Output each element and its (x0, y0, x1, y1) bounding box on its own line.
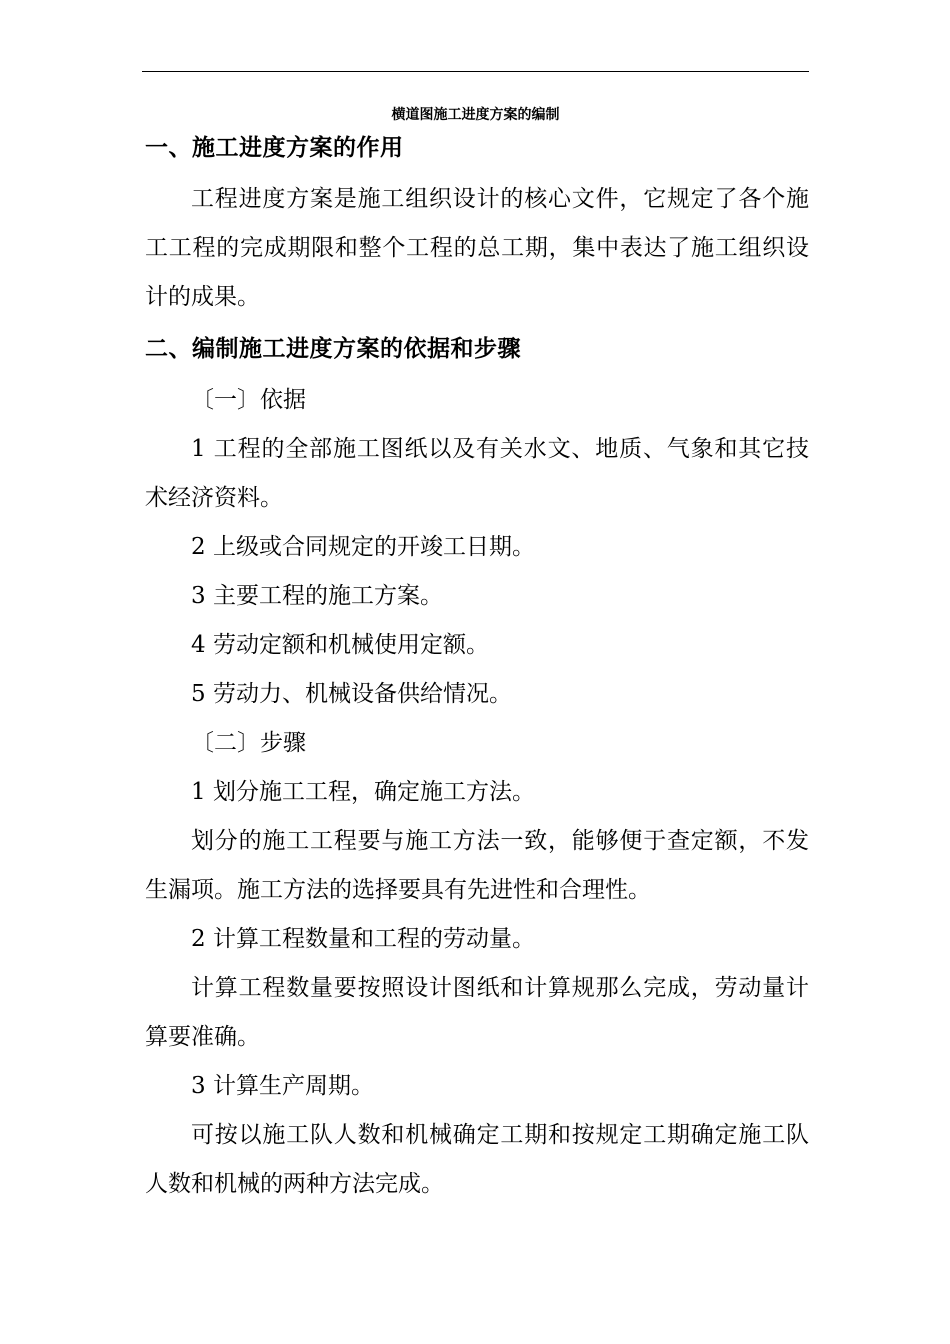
step-item: 1 划分施工工程，确定施工方法。 (191, 779, 535, 805)
subsection-heading-steps: 〔二〕步骤 (191, 730, 306, 756)
basis-item: 3 主要工程的施工方案。 (191, 583, 443, 609)
document-title: 横道图施工进度方案的编制 (391, 107, 560, 123)
document-body (145, 124, 809, 1209)
subsection-heading-basis: 〔一〕依据 (191, 387, 306, 413)
basis-item: 2 上级或合同规定的开竣工日期。 (191, 534, 535, 560)
step-item: 3 计算生产周期。 (191, 1073, 374, 1099)
section-heading-1: 一、施工进度方案的作用 (145, 135, 404, 161)
basis-item: 4 劳动定额和机械使用定额。 (191, 632, 489, 658)
paragraph: 工程进度方案是施工组织设计的核心文件，它规定了各个施工工程的完成期限和整个工程的总工期，集中表达了施工组织设计的成果。 (145, 186, 809, 310)
basis-item: 1 工程的全部施工图纸以及有关水文、地质、气象和其它技术经济资料。 (145, 436, 809, 511)
basis-item: 5 劳动力、机械设备供给情况。 (191, 681, 512, 707)
header-rule (142, 71, 809, 72)
section-heading-2: 二、编制施工进度方案的依据和步骤 (145, 336, 521, 362)
step-description: 划分的施工工程要与施工方法一致，能够便于查定额，不发生漏项。施工方法的选择要具有先进性和合理性。 (145, 828, 809, 903)
step-description: 可按以施工队人数和机械确定工期和按规定工期确定施工队人数和机械的两种方法完成。 (145, 1122, 809, 1197)
step-item: 2 计算工程数量和工程的劳动量。 (191, 926, 535, 952)
step-description: 计算工程数量要按照设计图纸和计算规那么完成，劳动量计算要准确。 (145, 975, 809, 1050)
